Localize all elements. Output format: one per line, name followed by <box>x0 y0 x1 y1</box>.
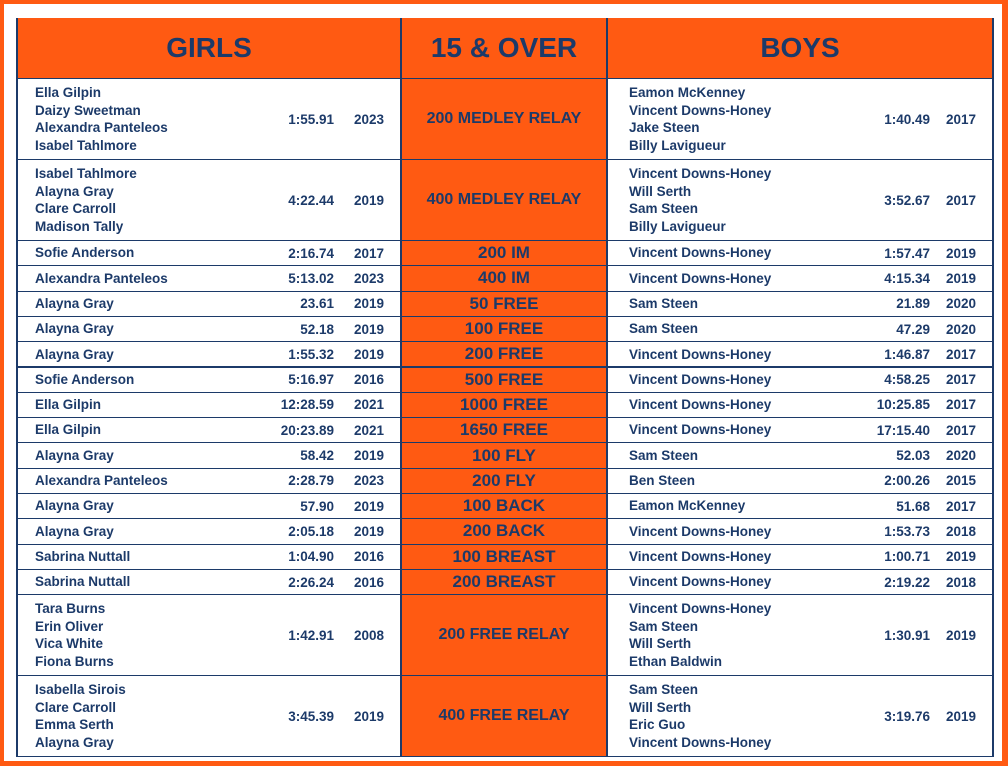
event-name: 1000 FREE <box>402 393 606 417</box>
boys-record-time: 2:00.26 <box>884 473 930 489</box>
boys-record-cell <box>608 443 992 467</box>
swimmer-name: Billy Lavigueur <box>629 137 726 153</box>
boys-swimmer-names <box>629 393 771 417</box>
girls-swimmer-names <box>35 317 114 341</box>
girls-record-time: 2:26.24 <box>288 574 334 590</box>
boys-record-year: 2020 <box>945 321 977 337</box>
event-name: 100 BACK <box>402 494 606 518</box>
boys-record-year: 2019 <box>945 627 977 643</box>
girls-record-time: 1:55.91 <box>288 111 334 127</box>
girls-record-year: 2023 <box>353 473 385 489</box>
boys-record-cell <box>608 266 992 290</box>
boys-record-time: 47.29 <box>896 321 930 337</box>
swimmer-name: Alayna Gray <box>35 447 114 463</box>
girls-record-year: 2019 <box>353 523 385 539</box>
boys-swimmer-names <box>629 595 771 675</box>
girls-swimmer-names <box>35 570 130 594</box>
boys-record-cell <box>608 342 992 366</box>
swimmer-name: Sam Steen <box>629 201 699 216</box>
boys-record-year: 2018 <box>945 523 977 539</box>
record-row <box>16 79 994 160</box>
swimmer-name: Jake Steen <box>629 120 700 135</box>
record-row <box>16 676 994 757</box>
girls-record-cell <box>18 519 400 543</box>
girls-record-year: 2017 <box>353 245 385 261</box>
record-row <box>16 266 994 291</box>
boys-swimmer-names <box>629 570 771 594</box>
girls-swimmer-names <box>35 79 168 159</box>
boys-record-year: 2017 <box>945 372 977 388</box>
swimmer-name: Alexandra Panteleos <box>35 120 168 135</box>
event-name: 400 FREE RELAY <box>402 676 606 756</box>
swimmer-name: Tara Burns <box>35 601 106 617</box>
swimmer-name: Will Serth <box>629 699 692 715</box>
girls-record-year: 2019 <box>353 346 385 362</box>
record-row <box>16 443 994 468</box>
swimmer-name: Sam Steen <box>629 295 699 311</box>
swimmer-name: Vincent Downs-Honey <box>629 734 772 750</box>
girls-record-year: 2016 <box>353 549 385 565</box>
girls-record-time: 2:05.18 <box>288 523 334 539</box>
girls-record-year: 2019 <box>353 498 385 514</box>
boys-record-time: 1:40.49 <box>884 111 930 127</box>
swimmer-name: Alexandra Panteleos <box>35 270 168 286</box>
girls-record-time: 3:45.39 <box>288 708 334 724</box>
swimmer-name: Emma Serth <box>35 717 114 733</box>
girls-record-year: 2023 <box>353 111 385 127</box>
girls-record-cell <box>18 292 400 316</box>
boys-swimmer-names <box>629 469 695 493</box>
event-name: 200 BREAST <box>402 570 606 594</box>
swimmer-name: Sabrina Nuttall <box>35 548 131 564</box>
girls-swimmer-names <box>35 545 130 569</box>
boys-record-year: 2015 <box>945 473 977 489</box>
swimmer-name: Alayna Gray <box>35 498 114 514</box>
girls-record-cell <box>18 160 400 240</box>
boys-swimmer-names <box>629 676 771 756</box>
boys-record-year: 2020 <box>945 296 977 312</box>
girls-record-cell <box>18 241 400 265</box>
boys-record-cell <box>608 519 992 543</box>
girls-swimmer-names <box>35 595 114 675</box>
girls-record-year: 2016 <box>353 372 385 388</box>
swimmer-name: Clare Carroll <box>35 201 117 216</box>
boys-record-cell <box>608 292 992 316</box>
swimmer-name: Fiona Burns <box>35 653 114 669</box>
boys-swimmer-names <box>629 443 698 467</box>
girls-swimmer-names <box>35 676 126 756</box>
boys-record-year: 2018 <box>945 574 977 590</box>
swimmer-name: Alayna Gray <box>35 183 114 199</box>
boys-record-cell <box>608 160 992 240</box>
boys-record-time: 3:19.76 <box>884 708 930 724</box>
girls-record-time: 2:28.79 <box>288 473 334 489</box>
girls-record-year: 2019 <box>353 708 385 724</box>
boys-swimmer-names <box>629 292 698 316</box>
girls-record-year: 2019 <box>353 448 385 464</box>
boys-record-cell <box>608 418 992 442</box>
event-name: 200 BACK <box>402 519 606 543</box>
girls-record-cell <box>18 595 400 675</box>
girls-record-time: 23.61 <box>300 296 334 312</box>
swimmer-name: Clare Carroll <box>35 699 117 715</box>
girls-swimmer-names <box>35 519 114 543</box>
event-name: 50 FREE <box>402 292 606 316</box>
boys-swimmer-names <box>629 418 771 442</box>
swimmer-name: Eamon McKenney <box>629 498 746 514</box>
girls-record-year: 2021 <box>353 397 385 413</box>
swimmer-name: Isabella Sirois <box>35 682 126 698</box>
boys-record-time: 1:00.71 <box>884 549 930 565</box>
swimmer-name: Sofie Anderson <box>35 245 135 261</box>
boys-record-cell <box>608 317 992 341</box>
swimmer-name: Vincent Downs-Honey <box>629 523 772 539</box>
girls-record-year: 2019 <box>353 192 385 208</box>
girls-record-cell <box>18 469 400 493</box>
swimmer-name: Alayna Gray <box>35 734 114 750</box>
swimmer-name: Vincent Downs-Honey <box>629 166 772 181</box>
boys-record-time: 4:15.34 <box>884 270 930 286</box>
girls-record-time: 2:16.74 <box>288 245 334 261</box>
swimmer-name: Ella Gilpin <box>35 397 102 413</box>
girls-record-year: 2019 <box>353 321 385 337</box>
event-name: 100 FREE <box>402 317 606 341</box>
event-name: 400 MEDLEY RELAY <box>402 160 606 240</box>
boys-record-year: 2020 <box>945 448 977 464</box>
girls-record-cell <box>18 443 400 467</box>
girls-swimmer-names <box>35 292 114 316</box>
record-row <box>16 160 994 241</box>
boys-record-time: 21.89 <box>896 296 930 312</box>
boys-record-cell <box>608 570 992 594</box>
boys-swimmer-names <box>629 519 771 543</box>
swimmer-name: Alayna Gray <box>35 295 114 311</box>
girls-swimmer-names <box>35 469 168 493</box>
girls-record-cell <box>18 545 400 569</box>
boys-record-cell <box>608 79 992 159</box>
swimmer-name: Sam Steen <box>629 618 699 634</box>
boys-record-year: 2019 <box>945 270 977 286</box>
swimmer-name: Vica White <box>35 636 104 652</box>
boys-record-cell <box>608 494 992 518</box>
boys-swimmer-names <box>629 160 771 240</box>
record-row <box>16 292 994 317</box>
event-name: 200 FREE RELAY <box>402 595 606 675</box>
boys-record-year: 2017 <box>945 111 977 127</box>
swimmer-name: Ben Steen <box>629 473 696 489</box>
boys-record-time: 3:52.67 <box>884 192 930 208</box>
boys-record-time: 2:19.22 <box>884 574 930 590</box>
swimmer-name: Vincent Downs-Honey <box>629 422 772 438</box>
event-name: 200 FLY <box>402 469 606 493</box>
record-row <box>16 469 994 494</box>
swimmer-name: Vincent Downs-Honey <box>629 270 772 286</box>
swimmer-name: Daizy Sweetman <box>35 102 141 118</box>
swimmer-name: Alayna Gray <box>35 321 114 337</box>
boys-record-cell <box>608 469 992 493</box>
boys-record-year: 2019 <box>945 549 977 565</box>
record-row <box>16 342 994 367</box>
boys-record-year: 2017 <box>945 498 977 514</box>
swimmer-name: Sabrina Nuttall <box>35 574 131 590</box>
girls-record-time: 1:04.90 <box>288 549 334 565</box>
boys-swimmer-names <box>629 494 745 518</box>
swimmer-name: Ella Gilpin <box>35 422 102 438</box>
girls-record-time: 20:23.89 <box>280 422 334 438</box>
girls-record-year: 2023 <box>353 270 385 286</box>
swimmer-name: Vincent Downs-Honey <box>629 574 772 590</box>
swimmer-name: Vincent Downs-Honey <box>629 548 772 564</box>
boys-record-time: 10:25.85 <box>876 397 930 413</box>
girls-swimmer-names <box>35 160 137 240</box>
boys-swimmer-names <box>629 368 771 392</box>
record-row <box>16 494 994 519</box>
swimmer-name: Ella Gilpin <box>35 85 102 100</box>
event-name: 200 FREE <box>402 342 606 366</box>
boys-record-cell <box>608 676 992 756</box>
boys-record-year: 2017 <box>945 422 977 438</box>
swimmer-name: Alexandra Panteleos <box>35 473 168 489</box>
boys-header: BOYS <box>608 18 992 78</box>
girls-record-cell <box>18 317 400 341</box>
boys-record-time: 51.68 <box>896 498 930 514</box>
boys-record-cell <box>608 393 992 417</box>
swimmer-name: Vincent Downs-Honey <box>629 102 772 118</box>
girls-record-cell <box>18 676 400 756</box>
boys-record-time: 1:46.87 <box>884 346 930 362</box>
swimmer-name: Eamon McKenney <box>629 85 746 100</box>
swimmer-name: Vincent Downs-Honey <box>629 371 772 387</box>
boys-record-year: 2019 <box>945 245 977 261</box>
event-name: 1650 FREE <box>402 418 606 442</box>
age-group-header: 15 & OVER <box>402 18 606 78</box>
swimmer-name: Madison Tally <box>35 218 124 234</box>
boys-record-time: 1:53.73 <box>884 523 930 539</box>
swimmer-name: Vincent Downs-Honey <box>629 346 772 362</box>
girls-record-cell <box>18 266 400 290</box>
boys-swimmer-names <box>629 342 771 366</box>
boys-swimmer-names <box>629 317 698 341</box>
swimmer-name: Vincent Downs-Honey <box>629 601 772 617</box>
swimmer-name: Will Serth <box>629 183 692 199</box>
event-name: 500 FREE <box>402 368 606 392</box>
girls-record-time: 58.42 <box>300 448 334 464</box>
swimmer-name: Sofie Anderson <box>35 371 135 387</box>
record-row <box>16 317 994 342</box>
girls-swimmer-names <box>35 393 101 417</box>
girls-record-year: 2016 <box>353 574 385 590</box>
boys-record-year: 2017 <box>945 397 977 413</box>
boys-record-year: 2017 <box>945 192 977 208</box>
girls-record-time: 52.18 <box>300 321 334 337</box>
girls-record-cell <box>18 418 400 442</box>
girls-record-time: 12:28.59 <box>280 397 334 413</box>
boys-record-time: 1:57.47 <box>884 245 930 261</box>
girls-record-cell <box>18 368 400 392</box>
swimmer-name: Will Serth <box>629 636 692 652</box>
girls-swimmer-names <box>35 241 134 265</box>
record-row <box>16 570 994 595</box>
girls-swimmer-names <box>35 342 114 366</box>
swimmer-name: Isabel Tahlmore <box>35 166 137 181</box>
records-board <box>4 4 1002 761</box>
event-name: 200 MEDLEY RELAY <box>402 79 606 159</box>
swimmer-name: Sam Steen <box>629 447 699 463</box>
boys-swimmer-names <box>629 266 771 290</box>
record-row <box>16 368 994 393</box>
swimmer-name: Billy Lavigueur <box>629 218 726 234</box>
swimmer-name: Isabel Tahlmore <box>35 137 137 153</box>
girls-record-cell <box>18 342 400 366</box>
girls-record-time: 1:42.91 <box>288 627 334 643</box>
event-name: 400 IM <box>402 266 606 290</box>
record-row <box>16 545 994 570</box>
girls-header: GIRLS <box>18 18 400 78</box>
boys-record-time: 17:15.40 <box>876 422 930 438</box>
swimmer-name: Eric Guo <box>629 717 686 733</box>
boys-record-time: 4:58.25 <box>884 372 930 388</box>
swimmer-name: Erin Oliver <box>35 618 104 634</box>
girls-swimmer-names <box>35 494 114 518</box>
girls-record-year: 2008 <box>353 627 385 643</box>
girls-record-cell <box>18 494 400 518</box>
records-table <box>16 18 994 757</box>
boys-record-time: 52.03 <box>896 448 930 464</box>
record-row <box>16 393 994 418</box>
boys-swimmer-names <box>629 79 771 159</box>
girls-record-cell <box>18 79 400 159</box>
swimmer-name: Ethan Baldwin <box>629 653 723 669</box>
girls-record-year: 2021 <box>353 422 385 438</box>
girls-record-cell <box>18 570 400 594</box>
event-name: 100 FLY <box>402 443 606 467</box>
boys-record-cell <box>608 241 992 265</box>
record-row <box>16 519 994 544</box>
boys-record-time: 1:30.91 <box>884 627 930 643</box>
boys-swimmer-names <box>629 545 771 569</box>
girls-swimmer-names <box>35 266 168 290</box>
girls-record-time: 1:55.32 <box>288 346 334 362</box>
event-name: 200 IM <box>402 241 606 265</box>
swimmer-name: Vincent Downs-Honey <box>629 397 772 413</box>
girls-record-time: 4:22.44 <box>288 192 334 208</box>
boys-swimmer-names <box>629 241 771 265</box>
girls-record-cell <box>18 393 400 417</box>
girls-swimmer-names <box>35 368 134 392</box>
girls-record-time: 5:16.97 <box>288 372 334 388</box>
girls-swimmer-names <box>35 443 114 467</box>
boys-record-cell <box>608 595 992 675</box>
boys-record-year: 2017 <box>945 346 977 362</box>
swimmer-name: Sam Steen <box>629 321 699 337</box>
boys-record-cell <box>608 545 992 569</box>
boys-record-year: 2019 <box>945 708 977 724</box>
girls-record-year: 2019 <box>353 296 385 312</box>
girls-swimmer-names <box>35 418 101 442</box>
swimmer-name: Alayna Gray <box>35 523 114 539</box>
swimmer-name: Vincent Downs-Honey <box>629 245 772 261</box>
swimmer-name: Sam Steen <box>629 682 699 698</box>
girls-record-time: 5:13.02 <box>288 270 334 286</box>
swimmer-name: Alayna Gray <box>35 346 114 362</box>
girls-record-time: 57.90 <box>300 498 334 514</box>
boys-record-cell <box>608 368 992 392</box>
event-name: 100 BREAST <box>402 545 606 569</box>
record-row <box>16 595 994 676</box>
record-row <box>16 241 994 266</box>
record-row <box>16 418 994 443</box>
